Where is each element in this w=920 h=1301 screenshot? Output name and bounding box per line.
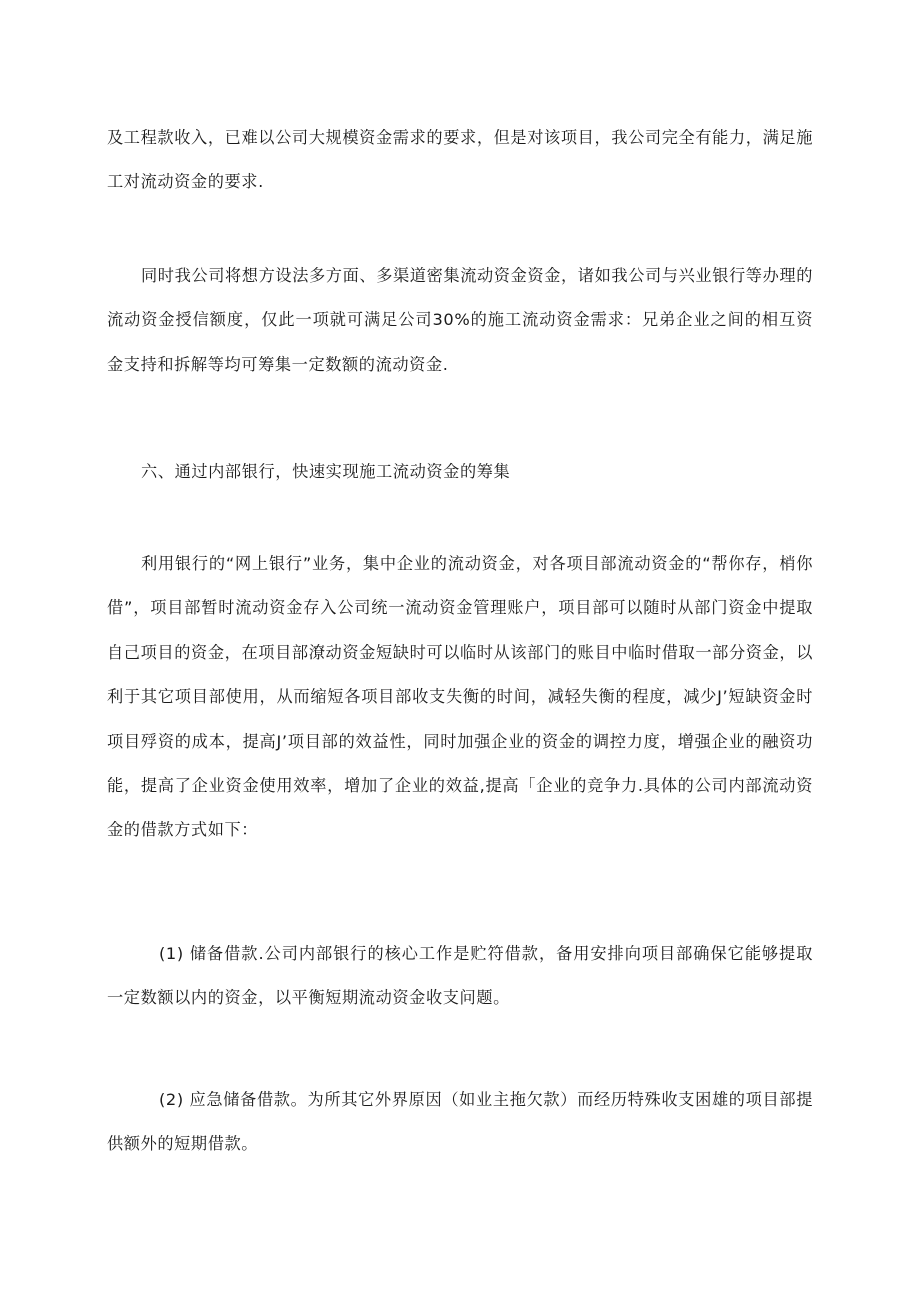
section-heading-internal-bank: 六、通过内部银行，快速实现施工流动资金的筹集 [141, 462, 511, 481]
paragraph-project-capability: 及工程款收入，已难以公司大规模资金需求的要求，但是对该项目，我公司完全有能力，满足施工对流动资金的要求. [107, 128, 813, 192]
paragraph-financing-channels: 同时我公司将想方设法多方面、多渠道密集流动资金资金，诸如我公司与兴业银行等办理的流动资金授信额度，仅此一项就可满足公司30%的施工流动资金需求：兄弟企业之间的相互资金支持和拆解等均可筹集一定数额的流动资金. [107, 266, 813, 374]
list-item-reserve-loan: (1) 储备借款.公司内部银行的核心工作是贮符借款，备用安排向项目部确保它能够提取一定数额以内的资金，以平衡短期流动资金收支问题。 [107, 944, 813, 1008]
paragraph-online-banking: 利用银行的“网上银行”业务，集中企业的流动资金，对各项目部流动资金的“帮你存，梢你借”，项目部暂时流动资金存入公司统一流动资金管理账户，项目部可以随时从部门资金中提取自己项目的资金，在项目部潦动资金短缺时可以临时从该部门的账目中临时借取一部分资金，以利于其它项目部使用，从而缩短各项目部收支失衡的时间，减轻失衡的程度，减少J’短缺资金时项目殍资的成本，提高J’项目部的效益性，同时加强企业的资金的调控力度，增强企业的融资功能，提高了企业资金使用效率，增加了企业的效益,提高「企业的竞争力.具体的公司内部流动资金的借款方式如下： [107, 554, 813, 840]
list-item-emergency-reserve-loan: (2) 应急储备借款。为所其它外界原因（如业主拖欠款）而经历特殊收支困雄的项目部提供额外的短期借款。 [107, 1090, 813, 1154]
